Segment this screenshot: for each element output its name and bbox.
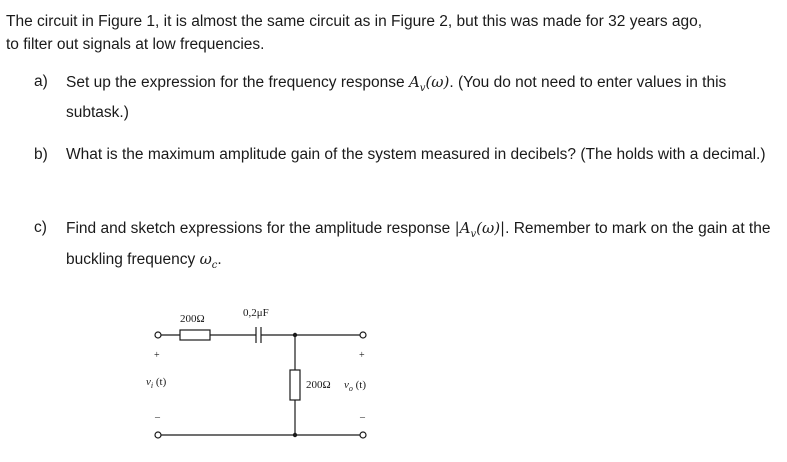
series-resistor [180,330,210,340]
output-minus-sign: – [360,412,365,423]
frequency-response-symbol: $A_v(\omega)$ [408,73,450,94]
intro-line-1: The circuit in Figure 1, it is almost the same circuit as in Figure 2, but this was made for 32 years ago, [6,13,703,30]
output-voltage-label: $v_o$ (t) [344,379,367,393]
junction-bottom [293,433,297,437]
intro-line-2: to filter out signals at low frequencies. [6,36,265,53]
junction-top [293,333,297,337]
series-resistor-label: 200Ω [180,313,205,325]
shunt-resistor [290,370,300,400]
subtask-a-text-after: . (You do not need to enter values in this subtask.) [66,74,727,121]
output-terminal-bottom [360,432,366,438]
shunt-resistor-label: 200Ω [306,379,331,391]
subtask-c-text-middle: . Remember to mark on the gain at the buckling frequency [66,220,771,268]
subtask-a-text-before: Set up the expression for the frequency response [66,74,409,91]
subtask-a-marker: a) [34,73,48,90]
input-terminal-top [155,332,161,338]
amplitude-response-symbol: $|A_v(\omega)|$ [454,219,506,240]
buckling-frequency-symbol: $\omega_c$ [199,250,218,271]
output-plus-sign: + [359,350,365,361]
subtask-c-text-before: Find and sketch expressions for the amplitude response [66,220,455,237]
input-minus-sign: – [155,412,160,423]
subtask-b-text: What is the maximum amplitude gain of the system measured in decibels? (The holds with a decimal.) [66,146,766,163]
subtask-c-marker: c) [34,219,47,236]
output-terminal-top [360,332,366,338]
input-terminal-bottom [155,432,161,438]
capacitor-label: 0,2μF [243,307,269,319]
input-plus-sign: + [154,350,160,361]
input-voltage-label: $v_i$ (t) [146,376,167,390]
subtask-c-text-after: . [217,251,222,268]
subtask-b-marker: b) [34,146,48,163]
